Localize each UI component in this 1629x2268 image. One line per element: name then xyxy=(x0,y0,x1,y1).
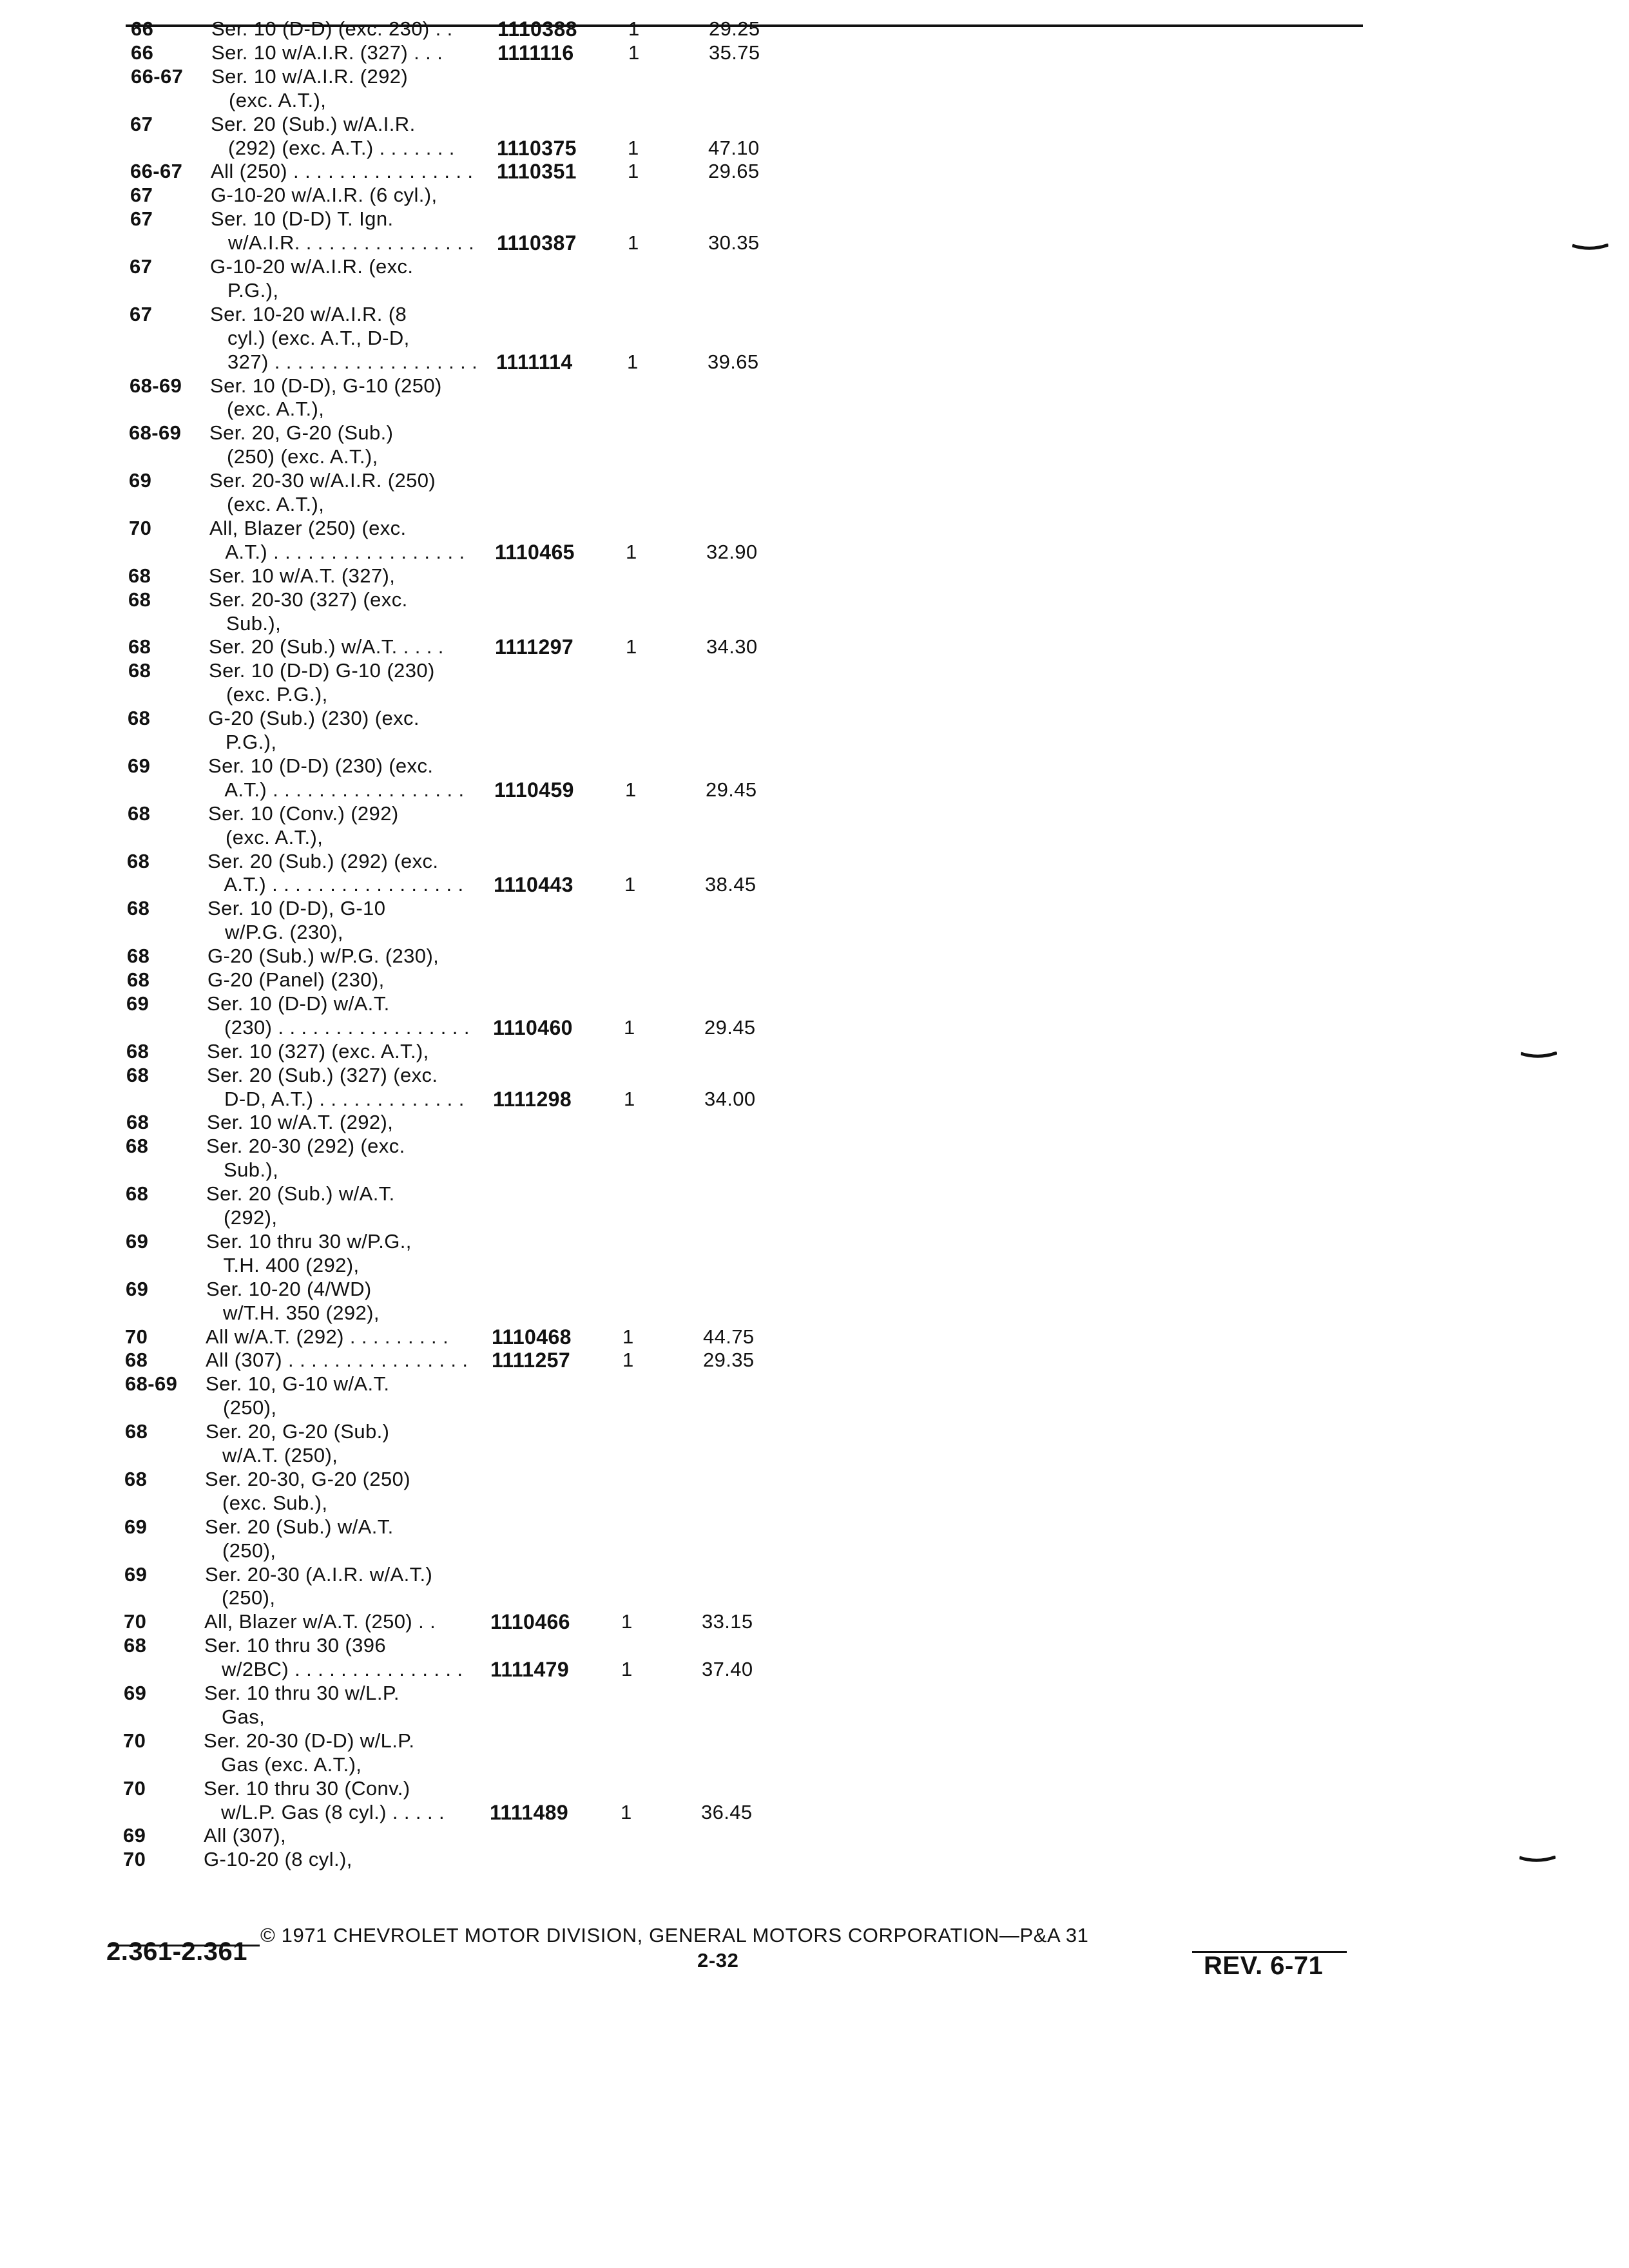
list-price: 29.35 xyxy=(703,1349,755,1371)
table-row xyxy=(0,1158,1629,1182)
description: Ser. 10 w/A.I.R. (292) xyxy=(211,65,409,88)
model-year: 67 xyxy=(130,184,153,206)
table-row xyxy=(0,1206,1629,1230)
description: Ser. 20 (Sub.) (292) (exc. xyxy=(207,850,439,872)
description: Ser. 10 (D-D) w/A.T. xyxy=(207,992,390,1015)
table-row xyxy=(0,278,1629,303)
description: Ser. 10 (D-D) G-10 (230) xyxy=(209,659,435,682)
quantity: 1 xyxy=(621,1610,633,1633)
table-row xyxy=(0,468,1629,493)
model-year: 68 xyxy=(126,1135,149,1157)
description: w/P.G. (230), xyxy=(207,921,343,943)
description: (292) (exc. A.T.) . . . . . . . xyxy=(211,137,455,159)
table-row xyxy=(0,326,1629,351)
table-row xyxy=(0,802,1629,826)
table-row xyxy=(0,1419,1629,1444)
table-row xyxy=(0,64,1629,89)
list-price: 38.45 xyxy=(705,873,757,896)
description: w/A.T. (250), xyxy=(205,1444,338,1466)
table-row xyxy=(0,611,1629,636)
table-row xyxy=(0,1229,1629,1254)
model-year: 69 xyxy=(124,1682,147,1704)
description: w/2BC) . . . . . . . . . . . . . . . xyxy=(204,1658,463,1680)
description: G-10-20 w/A.I.R. (exc. xyxy=(210,255,414,278)
description: Ser. 20-30 (D-D) w/L.P. xyxy=(204,1729,415,1752)
table-row xyxy=(0,1039,1629,1064)
table-row xyxy=(0,159,1629,184)
table-row xyxy=(0,350,1629,374)
list-price: 33.15 xyxy=(702,1610,753,1633)
table-row xyxy=(0,1182,1629,1206)
description: w/A.I.R. . . . . . . . . . . . . . . . xyxy=(211,231,475,254)
part-number: 1111489 xyxy=(490,1801,569,1824)
table-row xyxy=(0,1681,1629,1706)
description: (exc. A.T.), xyxy=(208,826,323,849)
table-row xyxy=(0,17,1629,41)
table-row xyxy=(0,1753,1629,1777)
description: All w/A.T. (292) . . . . . . . . . xyxy=(206,1325,449,1348)
description: Ser. 10 w/A.T. (292), xyxy=(207,1111,394,1133)
model-year: 67 xyxy=(130,255,153,278)
description: Ser. 10 thru 30 w/P.G., xyxy=(206,1230,412,1253)
list-price: 44.75 xyxy=(703,1325,755,1348)
description: Ser. 10 (D-D) (exc. 230) . . xyxy=(211,17,453,40)
description: (exc. Sub.), xyxy=(205,1492,328,1514)
margin-mark xyxy=(1521,1052,1557,1058)
model-year: 67 xyxy=(130,207,153,230)
table-row xyxy=(0,730,1629,754)
list-price: 29.45 xyxy=(706,778,757,801)
table-row xyxy=(0,1729,1629,1753)
model-year: 68 xyxy=(124,1468,148,1490)
quantity: 1 xyxy=(627,351,639,373)
table-row xyxy=(0,992,1629,1016)
description: Ser. 20-30 (292) (exc. xyxy=(206,1135,405,1157)
model-year: 68 xyxy=(127,968,150,991)
quantity: 1 xyxy=(625,778,637,801)
table-row xyxy=(0,1610,1629,1634)
model-year: 68-69 xyxy=(125,1372,178,1395)
table-row xyxy=(0,1348,1629,1372)
description: cyl.) (exc. A.T., D-D, xyxy=(210,327,410,349)
description: G-20 (Sub.) w/P.G. (230), xyxy=(207,945,439,967)
model-year: 69 xyxy=(126,992,149,1015)
description: 327) . . . . . . . . . . . . . . . . . . xyxy=(210,351,478,373)
model-year: 66 xyxy=(131,41,154,64)
footer-copyright: © 1971 CHEVROLET MOTOR DIVISION, GENERAL MOTORS CORPORATION—P&A 31 xyxy=(260,1924,1089,1946)
description: Ser. 20-30 (327) (exc. xyxy=(209,588,408,611)
quantity: 1 xyxy=(628,137,639,159)
table-row xyxy=(0,1325,1629,1349)
table-row xyxy=(0,1800,1629,1825)
footer-group-number: 2.361-2.361 xyxy=(106,1937,248,1966)
table-row xyxy=(0,658,1629,683)
table-row xyxy=(0,1110,1629,1135)
table-row xyxy=(0,445,1629,469)
table-row xyxy=(0,564,1629,588)
list-price: 29.65 xyxy=(708,160,760,182)
table-row xyxy=(0,778,1629,802)
list-price: 34.30 xyxy=(706,635,758,658)
description: Ser. 10 (Conv.) (292) xyxy=(208,802,399,825)
table-row xyxy=(0,1847,1629,1872)
table-row xyxy=(0,588,1629,612)
part-number: 1110375 xyxy=(497,137,577,160)
table-row xyxy=(0,1515,1629,1539)
description: G-20 (Sub.) (230) (exc. xyxy=(208,707,419,729)
table-row xyxy=(0,1253,1629,1278)
quantity: 1 xyxy=(624,1088,635,1110)
table-row xyxy=(0,136,1629,160)
table-row xyxy=(0,1301,1629,1325)
table-row xyxy=(0,492,1629,517)
list-price: 29.45 xyxy=(704,1016,756,1039)
model-year: 66-67 xyxy=(131,65,184,88)
description: All, Blazer (250) (exc. xyxy=(209,517,407,539)
table-row xyxy=(0,635,1629,659)
model-year: 68 xyxy=(126,1182,149,1205)
description: Ser. 10 w/A.I.R. (327) . . . xyxy=(211,41,443,64)
table-row xyxy=(0,1657,1629,1682)
table-row xyxy=(0,1491,1629,1515)
table-row xyxy=(0,968,1629,992)
quantity: 1 xyxy=(628,160,639,182)
part-number: 1111297 xyxy=(495,635,574,658)
description: (250), xyxy=(206,1396,277,1419)
table-row xyxy=(0,1087,1629,1111)
part-number: 1111298 xyxy=(493,1088,572,1111)
table-row xyxy=(0,872,1629,897)
part-number: 1110468 xyxy=(492,1325,572,1349)
description: D-D, A.T.) . . . . . . . . . . . . . xyxy=(207,1088,465,1110)
description: Ser. 10-20 (4/WD) xyxy=(206,1278,372,1300)
table-row xyxy=(0,41,1629,65)
table-row xyxy=(0,540,1629,564)
description: Ser. 10 thru 30 w/L.P. xyxy=(204,1682,400,1704)
description: Ser. 20 (Sub.) w/A.T. . . . . xyxy=(209,635,444,658)
model-year: 66 xyxy=(131,17,154,40)
table-row xyxy=(0,1134,1629,1158)
table-row xyxy=(0,183,1629,207)
table-row xyxy=(0,1539,1629,1563)
table-row xyxy=(0,896,1629,921)
table-row xyxy=(0,825,1629,850)
model-year: 68-69 xyxy=(129,421,182,444)
model-year: 69 xyxy=(126,1230,149,1253)
list-price: 39.65 xyxy=(708,351,759,373)
table-row xyxy=(0,397,1629,421)
description: P.G.), xyxy=(208,731,277,753)
model-year: 67 xyxy=(130,113,153,135)
description: Sub.), xyxy=(206,1158,279,1181)
model-year: 67 xyxy=(130,303,153,325)
description: (250), xyxy=(204,1586,276,1609)
description: (250) (exc. A.T.), xyxy=(209,445,378,468)
table-row xyxy=(0,1015,1629,1040)
description: (230) . . . . . . . . . . . . . . . . . xyxy=(207,1016,470,1039)
description: Ser. 20 (Sub.) w/A.T. xyxy=(206,1182,395,1205)
part-number: 1111257 xyxy=(492,1349,571,1372)
table-row xyxy=(0,1823,1629,1848)
part-number: 1111116 xyxy=(497,41,574,64)
description: Ser. 20 (Sub.) (327) (exc. xyxy=(207,1064,438,1086)
description: Ser. 10 (D-D), G-10 (250) xyxy=(210,374,442,397)
description: Ser. 10 thru 30 (Conv.) xyxy=(204,1777,410,1800)
list-price: 37.40 xyxy=(702,1658,753,1680)
table-row xyxy=(0,682,1629,707)
model-year: 68 xyxy=(127,897,150,919)
description: Ser. 10-20 w/A.I.R. (8 xyxy=(210,303,407,325)
table-row xyxy=(0,849,1629,874)
description: Ser. 20-30 (A.I.R. w/A.T.) xyxy=(205,1563,433,1586)
quantity: 1 xyxy=(621,1801,632,1823)
model-year: 68-69 xyxy=(130,374,182,397)
table-row xyxy=(0,421,1629,445)
description: Ser. 20-30 w/A.I.R. (250) xyxy=(209,469,436,492)
table-row xyxy=(0,754,1629,778)
description: w/T.H. 350 (292), xyxy=(206,1302,380,1324)
part-number: 1110351 xyxy=(497,160,577,183)
quantity: 1 xyxy=(626,541,637,563)
part-number: 1110460 xyxy=(493,1016,573,1039)
table-row xyxy=(0,231,1629,255)
list-price: 34.00 xyxy=(704,1088,756,1110)
model-year: 68 xyxy=(128,588,151,611)
table-row xyxy=(0,1705,1629,1729)
description: Ser. 10, G-10 w/A.T. xyxy=(206,1372,390,1395)
model-year: 70 xyxy=(125,1325,148,1348)
model-year: 68 xyxy=(128,802,151,825)
margin-mark xyxy=(1519,1856,1556,1862)
description: G-20 (Panel) (230), xyxy=(207,968,385,991)
quantity: 1 xyxy=(622,1349,634,1371)
part-number: 1110466 xyxy=(490,1610,570,1633)
list-price: 29.25 xyxy=(709,17,760,40)
model-year: 68 xyxy=(126,1064,149,1086)
table-row xyxy=(0,255,1629,279)
table-row xyxy=(0,374,1629,398)
description: Ser. 20, G-20 (Sub.) xyxy=(209,421,394,444)
table-row xyxy=(0,516,1629,541)
model-year: 70 xyxy=(123,1729,146,1752)
table-row xyxy=(0,1467,1629,1492)
description: Ser. 10 (D-D) T. Ign. xyxy=(211,207,394,230)
table-row xyxy=(0,207,1629,231)
description: All (250) . . . . . . . . . . . . . . . . xyxy=(211,160,474,182)
part-number: 1110387 xyxy=(497,231,577,255)
part-number: 1110388 xyxy=(497,17,577,41)
quantity: 1 xyxy=(621,1658,633,1680)
model-year: 69 xyxy=(129,469,152,492)
footer-revision: REV. 6-71 xyxy=(1204,1952,1324,1980)
description: (exc. P.G.), xyxy=(209,683,328,706)
quantity: 1 xyxy=(622,1325,634,1348)
footer-page-number: 2-32 xyxy=(697,1949,739,1972)
description: T.H. 400 (292), xyxy=(206,1254,360,1276)
quantity: 1 xyxy=(624,1016,635,1039)
part-number: 1110465 xyxy=(495,541,575,564)
model-year: 68 xyxy=(128,659,151,682)
model-year: 70 xyxy=(123,1848,146,1870)
model-year: 68 xyxy=(127,945,150,967)
model-year: 66-67 xyxy=(130,160,183,182)
description: Gas, xyxy=(204,1706,265,1728)
model-year: 68 xyxy=(128,635,151,658)
description: (exc. A.T.), xyxy=(211,89,327,111)
model-year: 68 xyxy=(125,1349,148,1371)
list-price: 35.75 xyxy=(709,41,760,64)
model-year: 69 xyxy=(124,1515,148,1538)
description: Ser. 20 (Sub.) w/A.T. xyxy=(205,1515,394,1538)
description: Ser. 10 w/A.T. (327), xyxy=(209,564,396,587)
description: Ser. 20, G-20 (Sub.) xyxy=(206,1420,390,1443)
description: Ser. 10 (D-D) (230) (exc. xyxy=(208,754,434,777)
model-year: 68 xyxy=(128,564,151,587)
quantity: 1 xyxy=(624,873,636,896)
list-price: 32.90 xyxy=(706,541,758,563)
table-row xyxy=(0,1277,1629,1302)
description: Sub.), xyxy=(209,612,282,635)
description: Ser. 10 (D-D), G-10 xyxy=(207,897,386,919)
list-price: 36.45 xyxy=(701,1801,753,1823)
description: A.T.) . . . . . . . . . . . . . . . . . xyxy=(209,541,465,563)
model-year: 69 xyxy=(128,754,151,777)
table-row xyxy=(0,1633,1629,1658)
description: (exc. A.T.), xyxy=(209,398,325,420)
description: G-10-20 w/A.I.R. (6 cyl.), xyxy=(211,184,438,206)
table-row xyxy=(0,1372,1629,1396)
description: All, Blazer w/A.T. (250) . . xyxy=(204,1610,436,1633)
model-year: 68 xyxy=(126,1111,149,1133)
table-row xyxy=(0,944,1629,968)
model-year: 68 xyxy=(126,1040,149,1062)
model-year: 70 xyxy=(129,517,152,539)
model-year: 69 xyxy=(123,1824,146,1847)
description: P.G.), xyxy=(210,279,279,302)
description: Ser. 10 (327) (exc. A.T.), xyxy=(207,1040,429,1062)
description: (292), xyxy=(206,1206,278,1229)
model-year: 70 xyxy=(123,1777,146,1800)
description: All (307), xyxy=(204,1824,287,1847)
list-price: 30.35 xyxy=(708,231,760,254)
description: (exc. A.T.), xyxy=(209,493,325,515)
table-row xyxy=(0,920,1629,945)
part-number: 1110459 xyxy=(494,778,574,802)
model-year: 70 xyxy=(124,1610,147,1633)
description: A.T.) . . . . . . . . . . . . . . . . . xyxy=(207,873,464,896)
table-row xyxy=(0,112,1629,137)
description: A.T.) . . . . . . . . . . . . . . . . . xyxy=(208,778,465,801)
model-year: 68 xyxy=(124,1634,147,1657)
part-number: 1111479 xyxy=(490,1658,570,1681)
description: All (307) . . . . . . . . . . . . . . . . xyxy=(206,1349,468,1371)
quantity: 1 xyxy=(628,41,640,64)
description: G-10-20 (8 cyl.), xyxy=(204,1848,352,1870)
table-row xyxy=(0,1586,1629,1610)
description: Ser. 20-30, G-20 (250) xyxy=(205,1468,410,1490)
table-row xyxy=(0,88,1629,113)
table-row xyxy=(0,1562,1629,1587)
part-number: 1110443 xyxy=(494,873,574,896)
quantity: 1 xyxy=(628,231,639,254)
description: Ser. 10 thru 30 (396 xyxy=(204,1634,387,1657)
quantity: 1 xyxy=(628,17,640,40)
table-row xyxy=(0,1396,1629,1420)
quantity: 1 xyxy=(626,635,637,658)
model-year: 69 xyxy=(126,1278,149,1300)
model-year: 69 xyxy=(124,1563,148,1586)
description: w/L.P. Gas (8 cyl.) . . . . . xyxy=(204,1801,445,1823)
part-number: 1111114 xyxy=(496,351,573,374)
table-row xyxy=(0,1063,1629,1088)
model-year: 68 xyxy=(125,1420,148,1443)
model-year: 68 xyxy=(128,707,151,729)
list-price: 47.10 xyxy=(708,137,760,159)
table-row xyxy=(0,1776,1629,1801)
margin-mark xyxy=(1572,244,1608,250)
table-row xyxy=(0,706,1629,731)
description: (250), xyxy=(205,1539,276,1562)
table-row xyxy=(0,302,1629,327)
table-row xyxy=(0,1443,1629,1468)
model-year: 68 xyxy=(127,850,150,872)
description: Ser. 20 (Sub.) w/A.I.R. xyxy=(211,113,416,135)
description: Gas (exc. A.T.), xyxy=(204,1753,362,1776)
